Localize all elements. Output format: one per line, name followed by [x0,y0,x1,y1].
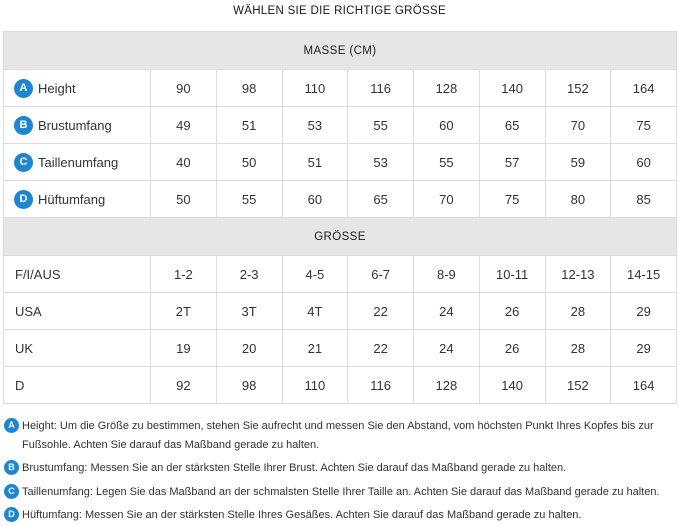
badge-a-icon: A [14,79,33,98]
page-title: WÄHLEN SIE DIE RICHTIGE GRÖSSE [233,5,446,17]
table-cell: 152 [545,367,611,404]
row-label [4,107,151,144]
table-cell: 65 [348,181,414,218]
table-cell: 152 [545,70,611,107]
note-text: Brustumfang: Messen Sie an der stärksten Stelle Ihrer Brust. Achten Sie darauf das Maßband gerade zu halten. [22,462,567,474]
table-cell: 19 [151,330,217,367]
table-cell: 2-3 [216,256,282,293]
measurement-notes [4,417,679,525]
table-cell: 55 [216,181,282,218]
table-cell: 22 [348,330,414,367]
row-label-text: Hüftumfang [38,191,106,207]
table-cell: 59 [545,144,611,181]
table-cell: 65 [479,107,545,144]
badge-a-icon: A [4,418,19,433]
row-label-text: Height [38,80,76,96]
size-chart-table [3,31,677,404]
note-taillenumfang [4,483,679,502]
table-cell: 26 [479,293,545,330]
table-cell: 90 [151,70,217,107]
table-cell: 75 [611,107,677,144]
table-cell: 22 [348,293,414,330]
table-cell: 4T [282,293,348,330]
table-cell: 21 [282,330,348,367]
table-row [4,144,677,181]
table-row [4,256,677,293]
badge-b-icon: B [4,460,19,475]
table-cell: 98 [216,70,282,107]
table-cell: 70 [545,107,611,144]
table-cell: 85 [611,181,677,218]
table-cell: 75 [479,181,545,218]
table-cell: 50 [216,144,282,181]
table-row [4,181,677,218]
table-cell: 140 [479,367,545,404]
note-brustumfang [4,459,679,478]
table-cell: 55 [348,107,414,144]
row-label-text: Brustumfang [38,117,112,133]
measures-header-row [4,32,677,70]
table-cell: 24 [414,293,480,330]
table-row [4,70,677,107]
table-cell: 8-9 [414,256,480,293]
note-text: Height: Um die Größe zu bestimmen, stehen Sie aufrecht und messen Sie den Abstand, vom höchsten Punkt Ihres Kopfes bis zur Fußsohle. Achten Sie darauf das Maßband gerade zu halten. [22,420,654,451]
sizes-header-row [4,218,677,256]
table-cell: 4-5 [282,256,348,293]
sizes-header: GRÖSSE [4,218,677,256]
table-cell: 70 [414,181,480,218]
table-cell: 50 [151,181,217,218]
table-cell: 29 [611,330,677,367]
badge-d-icon: D [4,507,19,522]
badge-d-icon: D [14,190,33,209]
row-label: USA [4,293,151,330]
badge-c-icon: C [4,484,19,499]
table-cell: 57 [479,144,545,181]
table-cell: 53 [282,107,348,144]
table-cell: 164 [611,367,677,404]
table-row [4,330,677,367]
badge-b-icon: B [14,116,33,135]
table-cell: 60 [611,144,677,181]
table-cell: 164 [611,70,677,107]
table-cell: 2T [151,293,217,330]
table-cell: 28 [545,330,611,367]
table-cell: 6-7 [348,256,414,293]
table-cell: 24 [414,330,480,367]
table-cell: 14-15 [611,256,677,293]
table-cell: 20 [216,330,282,367]
table-cell: 98 [216,367,282,404]
measures-header: MASSE (CM) [4,32,677,70]
table-cell: 92 [151,367,217,404]
table-cell: 116 [348,367,414,404]
note-text: Taillenumfang: Legen Sie das Maßband an der schmalsten Stelle Ihrer Taille an. Achten Sie darauf das Maßband gerade zu halten. [22,485,660,498]
row-label [4,70,151,107]
table-cell: 128 [414,367,480,404]
table-cell: 51 [282,144,348,181]
table-cell: 128 [414,70,480,107]
badge-c-icon: C [14,153,33,172]
table-row [4,293,677,330]
table-cell: 60 [282,181,348,218]
table-cell: 40 [151,144,217,181]
table-cell: 110 [282,70,348,107]
table-cell: 29 [611,293,677,330]
table-cell: 51 [216,107,282,144]
note-hueftumfang [4,506,679,525]
table-cell: 55 [414,144,480,181]
table-cell: 140 [479,70,545,107]
row-label-text: Taillenumfang [38,154,119,170]
table-row [4,107,677,144]
note-text: Hüftumfang: Messen Sie an der stärksten Stelle Ihres Gesäßes. Achten Sie darauf das Maßband gerade zu halten. [22,509,582,521]
table-cell: 10-11 [479,256,545,293]
table-cell: 12-13 [545,256,611,293]
table-cell: 80 [545,181,611,218]
row-label [4,181,151,218]
table-row [4,367,677,404]
table-cell: 53 [348,144,414,181]
table-cell: 60 [414,107,480,144]
table-cell: 116 [348,70,414,107]
row-label: F/I/AUS [4,256,151,293]
table-cell: 49 [151,107,217,144]
table-cell: 28 [545,293,611,330]
row-label: D [4,367,151,404]
note-height [4,417,679,454]
table-cell: 1-2 [151,256,217,293]
row-label [4,144,151,181]
row-label: UK [4,330,151,367]
table-cell: 3T [216,293,282,330]
table-cell: 110 [282,367,348,404]
table-cell: 26 [479,330,545,367]
